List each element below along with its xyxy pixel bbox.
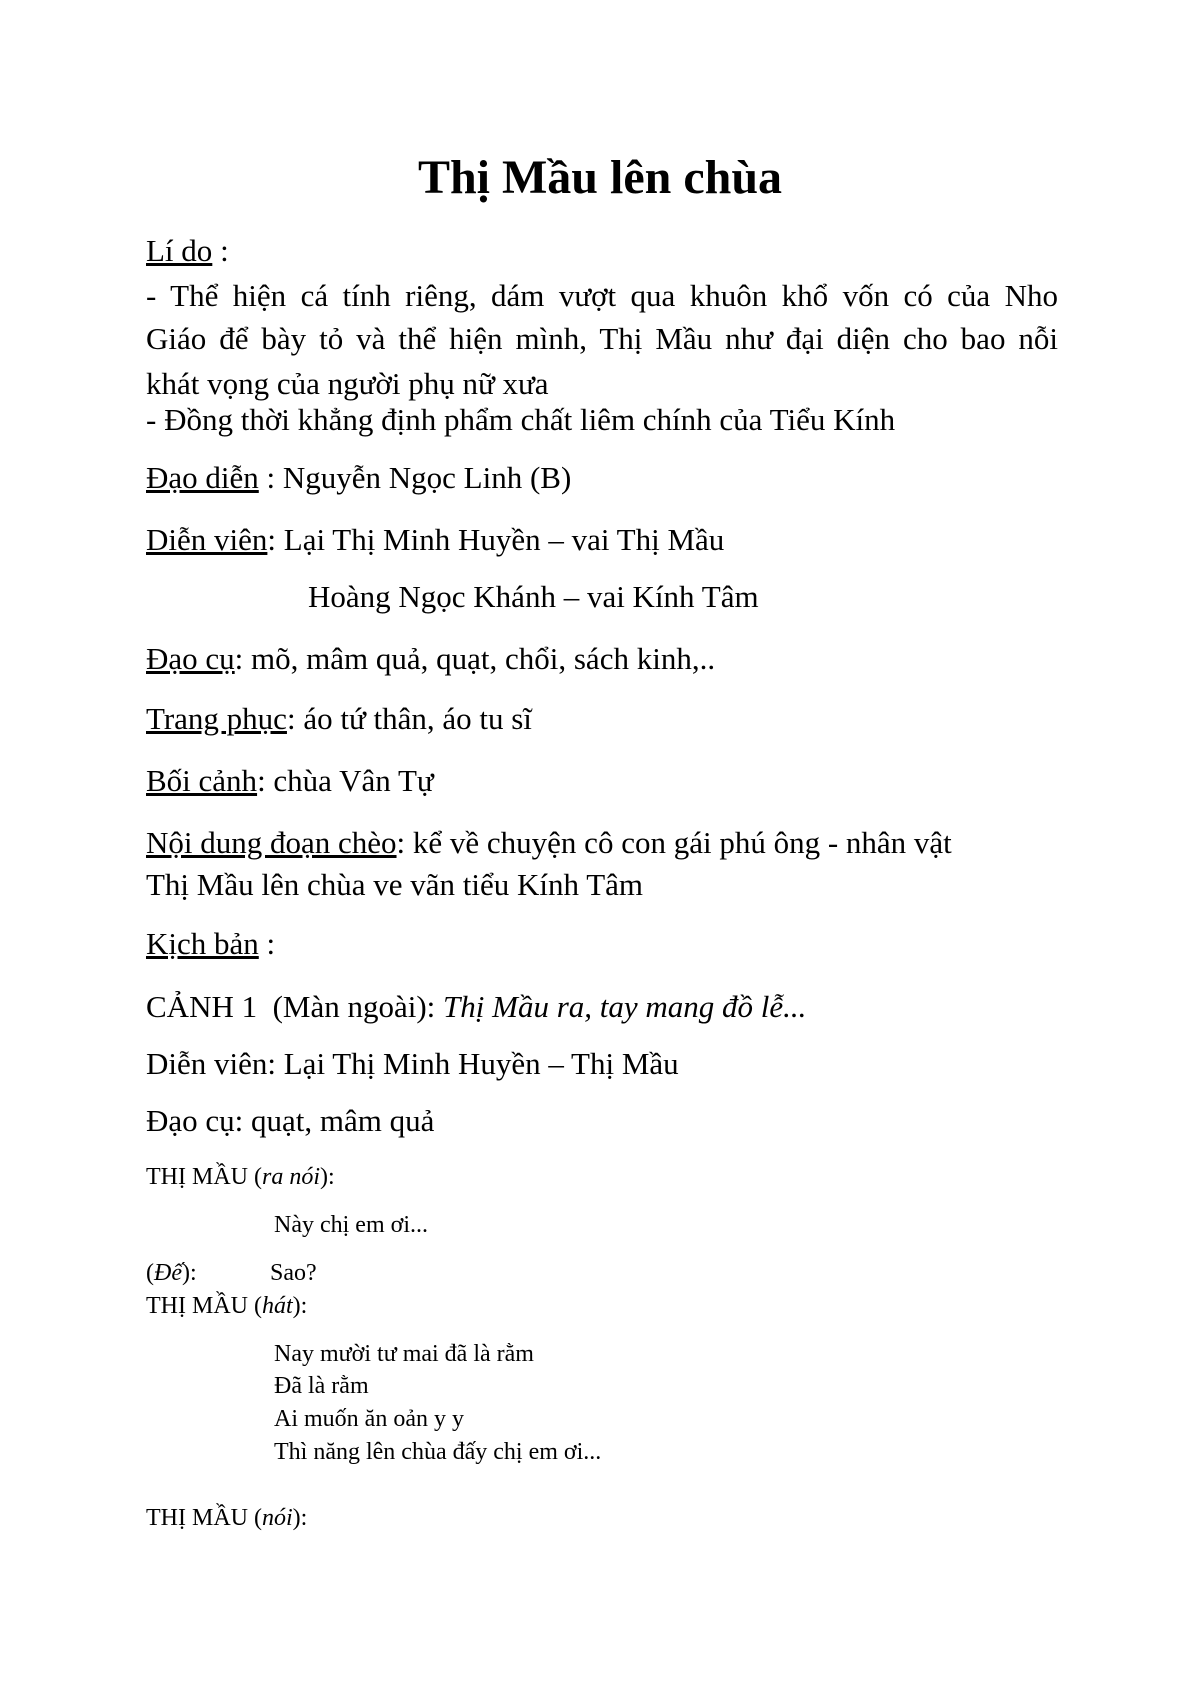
speaker-name-1: THỊ MẦU ( (146, 1164, 262, 1190)
dao-dien-label: Đạo diễn (146, 460, 259, 495)
boi-canh-line (146, 762, 434, 800)
li-do-line-1: - Thể hiện cá tính riêng, dám vượt qua khuôn khổ vốn có của Nho (146, 278, 1058, 313)
de-close: ): (181, 1260, 197, 1286)
speaker-direction-1: ra nói (261, 1164, 320, 1190)
speaker-thi-mau-3 (146, 1502, 307, 1534)
de-speaker (146, 1257, 270, 1289)
document-title: Thị Mầu lên chùa (417, 151, 783, 204)
canh-1-dien-vien: Diễn viên: Lại Thị Minh Huyền – Thị Mầu (146, 1046, 679, 1081)
canh-1-heading (146, 988, 806, 1026)
de-open: ( (146, 1260, 154, 1286)
song-line-3: Ai muốn ăn oản y y (274, 1406, 464, 1432)
speaker-name-2: THỊ MẦU ( (146, 1293, 262, 1319)
speaker-direction-3: nói (261, 1505, 293, 1531)
song-line-2: Đã là rằm (274, 1373, 369, 1399)
li-do-suffix: : (212, 233, 229, 268)
kich-ban-heading (146, 925, 275, 963)
dao-dien-line (146, 459, 571, 497)
li-do-line-4: - Đồng thời khẳng định phẩm chất liêm chính của Tiểu Kính (146, 402, 896, 437)
canh-1-stage-direction: Thị Mầu ra, tay mang đồ lễ... (443, 989, 807, 1024)
speaker-close-3: ): (292, 1505, 308, 1531)
noi-dung-line-2: Thị Mầu lên chùa ve vãn tiểu Kính Tâm (146, 867, 644, 902)
trang-phuc-label: Trang phục (146, 701, 287, 736)
canh-1-title: CẢNH 1 (Màn ngoài): (146, 989, 444, 1024)
dao-cu-line (146, 640, 715, 678)
li-do-line-3: khát vọng của người phụ nữ xưa (146, 366, 549, 401)
song-line-1: Nay mười tư mai đã là rằm (274, 1341, 534, 1367)
dao-dien-value: : Nguyễn Ngọc Linh (B) (258, 460, 572, 495)
de-response: Sao? (270, 1260, 317, 1286)
dien-vien-line (146, 521, 724, 559)
trang-phuc-line (146, 700, 532, 738)
boi-canh-value: : chùa Vân Tự (257, 763, 434, 798)
noi-dung-value: : kể về chuyện cô con gái phú ông - nhân vật (396, 825, 952, 860)
speaker-close-2: ): (292, 1293, 308, 1319)
dien-vien-value: : Lại Thị Minh Huyền – vai Thị Mầu (267, 522, 725, 557)
noi-dung-label: Nội dung đoạn chèo (146, 825, 397, 860)
kich-ban-label: Kịch bản (146, 926, 259, 961)
noi-dung-line (146, 824, 952, 862)
speaker-thi-mau-1 (146, 1161, 335, 1193)
kich-ban-suffix: : (258, 926, 276, 961)
canh-1-dao-cu: Đạo cụ: quạt, mâm quả (146, 1103, 435, 1138)
boi-canh-label: Bối cảnh (146, 763, 258, 798)
dien-vien-line-2: Hoàng Ngọc Khánh – vai Kính Tâm (308, 579, 759, 614)
dao-cu-label: Đạo cụ (146, 641, 235, 676)
li-do-heading (146, 232, 229, 270)
speaker-close-1: ): (320, 1164, 335, 1190)
song-line-4: Thì năng lên chùa đấy chị em ơi... (274, 1439, 602, 1465)
dien-vien-label: Diễn viên (146, 522, 268, 557)
speaker-thi-mau-2 (146, 1290, 307, 1322)
trang-phuc-value: : áo tứ thân, áo tu sĩ (286, 701, 532, 736)
li-do-line-2: Giáo để bày tỏ và thể hiện mình, Thị Mầu như đại diện cho bao nỗi (146, 321, 1058, 356)
speaker-direction-2: hát (261, 1293, 293, 1319)
dialogue-line-1: Này chị em ơi... (274, 1212, 428, 1238)
de-label: Đế (154, 1260, 182, 1286)
dao-cu-value: : mõ, mâm quả, quạt, chổi, sách kinh,.. (234, 641, 716, 676)
speaker-name-3: THỊ MẦU ( (146, 1505, 262, 1531)
li-do-label: Lí do (146, 233, 213, 268)
de-line (146, 1257, 317, 1289)
